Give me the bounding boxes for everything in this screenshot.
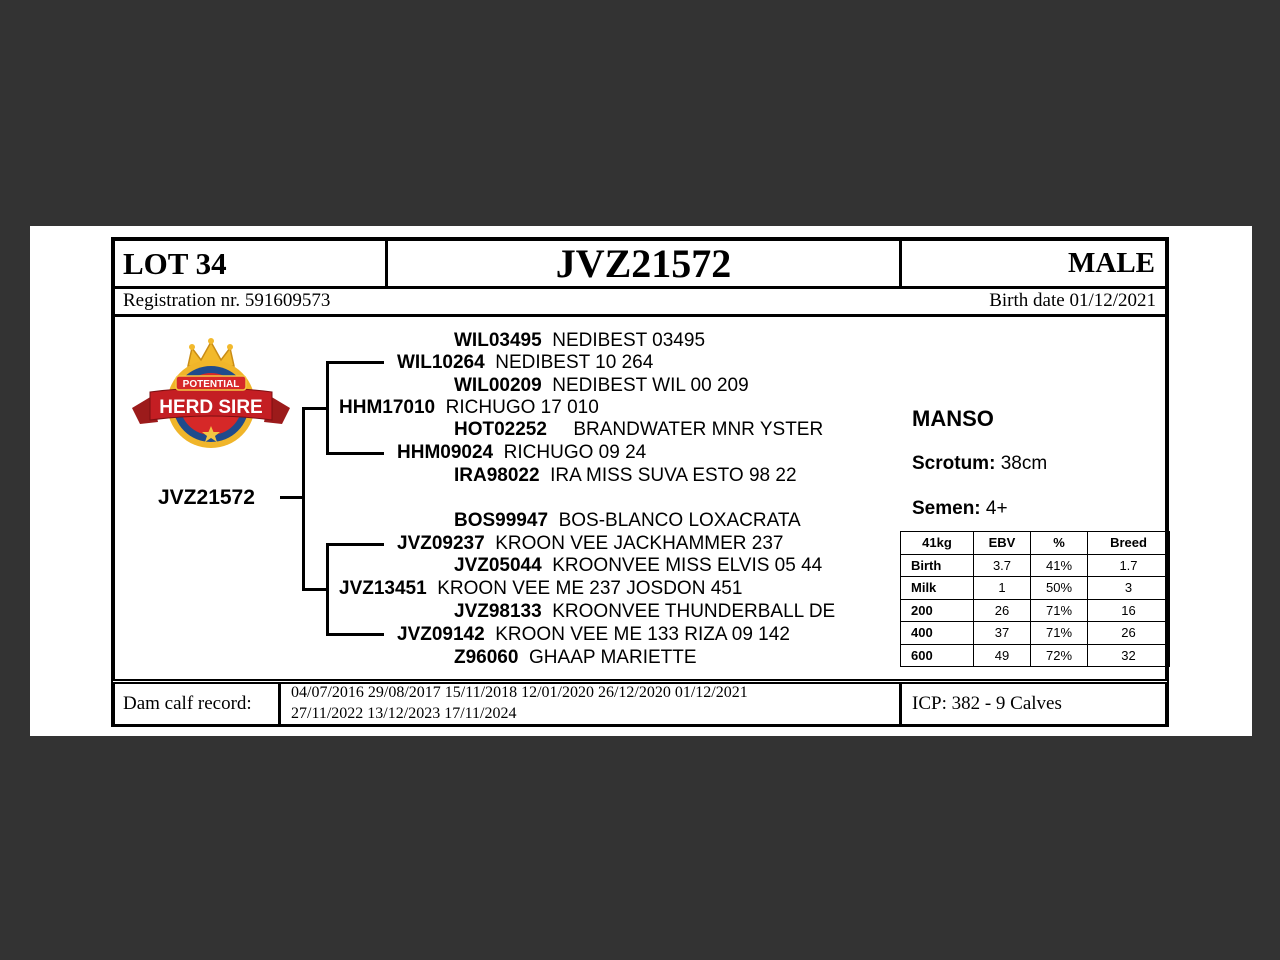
table-row (901, 644, 1170, 667)
scrotum-value: 38cm (1000, 453, 1048, 474)
dam-calf-dates-line2: 27/11/2022 13/12/2023 17/11/2024 (291, 705, 517, 722)
dam-calf-dates-line1: 04/07/2016 29/08/2017 15/11/2018 12/01/2020 26/12/2020 01/12/2021 (291, 684, 748, 701)
sire-dam-sire: HOT02252 BRANDWATER MNR YSTER (454, 419, 824, 440)
parents-vertical (302, 408, 305, 590)
sire-dam-dam: IRA98022 IRA MISS SUVA ESTO 98 22 (454, 465, 797, 486)
registration-number: 591609573 (244, 290, 331, 311)
table-cell: 50% (1031, 577, 1088, 600)
sex-label: MALE (1068, 247, 1155, 279)
table-cell: Birth (901, 554, 974, 577)
semen-value: 4+ (985, 498, 1008, 519)
dam-dam-dam: Z96060 GHAAP MARIETTE (454, 647, 697, 668)
ebv-header-cell: 41kg (901, 532, 974, 555)
table-cell: 72% (1031, 644, 1088, 667)
lot-number: LOT 34 (123, 246, 227, 281)
table-cell: 41% (1031, 554, 1088, 577)
dam-sire-dam: JVZ05044 KROONVEE MISS ELVIS 05 44 (454, 555, 823, 576)
semen-info (912, 498, 1008, 520)
table-cell: 3 (1088, 577, 1170, 600)
table-cell: 1.7 (1088, 554, 1170, 577)
table-cell: 200 (901, 599, 974, 622)
dam-sire-sire: BOS99947 BOS-BLANCO LOXACRATA (454, 510, 801, 531)
sire-grand-vertical (326, 362, 329, 454)
registration-label: Registration nr. (123, 290, 241, 311)
table-cell: 1 (974, 577, 1031, 600)
table-row (901, 599, 1170, 622)
semen-label: Semen: (912, 498, 981, 519)
sire-sire: WIL10264 NEDIBEST 10 264 (397, 352, 654, 373)
icp-info: ICP: 382 - 9 Calves (912, 693, 1062, 714)
dam-sire: JVZ09237 KROON VEE JACKHAMMER 237 (397, 533, 784, 554)
dam-grand-vertical (326, 543, 329, 635)
badge-top-text: POTENTIAL (182, 379, 240, 390)
birth-date-label: Birth date (989, 290, 1065, 311)
table-cell: 49 (974, 644, 1031, 667)
sire-sire-sire: WIL03495 NEDIBEST 03495 (454, 330, 706, 351)
birth-info (989, 290, 1156, 312)
birth-date: 01/12/2021 (1069, 290, 1156, 311)
pedigree-subject: JVZ21572 (158, 486, 255, 509)
ebv-header-cell: EBV (974, 532, 1031, 555)
table-cell: 3.7 (974, 554, 1031, 577)
dam-sire-connector (326, 543, 384, 546)
table-row (901, 554, 1170, 577)
herd-sire-badge (130, 336, 292, 454)
table-cell: 600 (901, 644, 974, 667)
scrotum-label: Scrotum: (912, 453, 996, 474)
animal-name: MANSO (912, 406, 994, 431)
table-cell: 16 (1088, 599, 1170, 622)
table-cell: Milk (901, 577, 974, 600)
registration-info (123, 290, 330, 312)
sire-dam: HHM09024 RICHUGO 09 24 (397, 442, 647, 463)
sire-connector (302, 407, 328, 410)
ebv-table (900, 531, 1170, 667)
dam-connector (302, 588, 328, 591)
table-cell: 37 (974, 622, 1031, 645)
table-cell: 32 (1088, 644, 1170, 667)
table-row (901, 622, 1170, 645)
sire-dam-connector (326, 452, 384, 455)
table-cell: 26 (974, 599, 1031, 622)
scrotum-info (912, 453, 1047, 475)
subject-connector (280, 496, 302, 499)
table-cell: 71% (1031, 622, 1088, 645)
badge-main-text: HERD SIRE (159, 397, 263, 418)
table-cell: 71% (1031, 599, 1088, 622)
ebv-header-row (901, 532, 1170, 555)
ebv-header-cell: % (1031, 532, 1088, 555)
table-cell: 26 (1088, 622, 1170, 645)
sire-sire-connector (326, 361, 384, 364)
table-cell: 400 (901, 622, 974, 645)
dam-dam-sire: JVZ98133 KROONVEE THUNDERBALL DE (454, 601, 836, 622)
dam-dam-connector (326, 633, 384, 636)
ebv-header-cell: Breed (1088, 532, 1170, 555)
animal-id-title: JVZ21572 (555, 241, 732, 286)
dam-dam: JVZ09142 KROON VEE ME 133 RIZA 09 142 (397, 624, 790, 645)
dam-calf-label: Dam calf record: (123, 693, 252, 714)
table-row (901, 577, 1170, 600)
sire-sire-dam: WIL00209 NEDIBEST WIL 00 209 (454, 375, 749, 396)
dam: JVZ13451 KROON VEE ME 237 JOSDON 451 (339, 578, 743, 599)
sire: HHM17010 RICHUGO 17 010 (339, 397, 599, 418)
